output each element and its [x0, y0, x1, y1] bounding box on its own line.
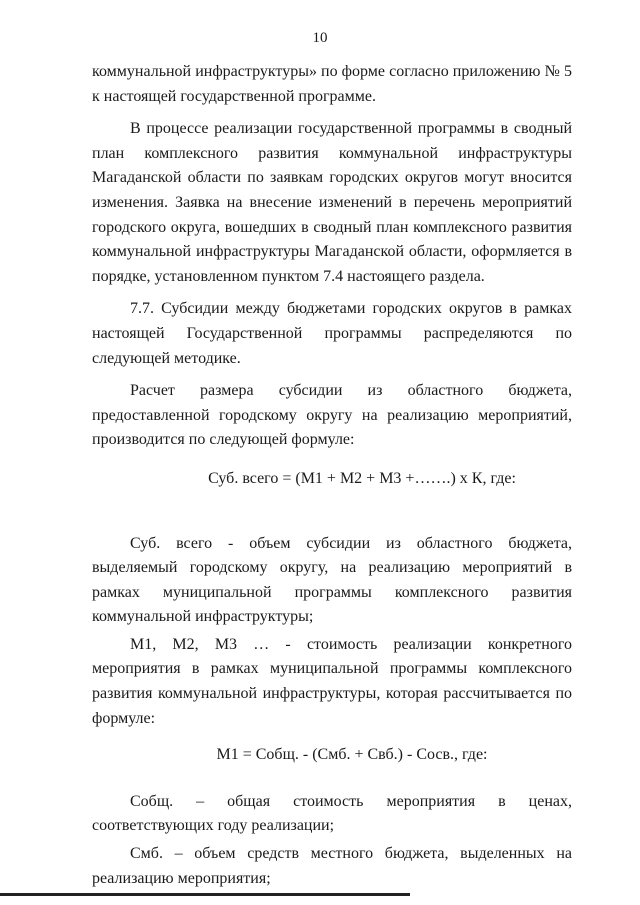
bottom-rule [0, 893, 410, 896]
document-body [92, 60, 572, 891]
definition-total-cost: Собщ. – общая стоимость мероприятия в ценах, соответствующих году реализации; [92, 792, 572, 835]
definition-measure-cost: М1, М2, М3 … - стоимость реализации конкретного мероприятия в рамках муниципальной программы комплексного развития коммунальной инфраструктуры, которая рассчитывается по формуле: [92, 635, 572, 727]
paragraph-plan-changes: В процессе реализации государственной программы в сводный план комплексного развития коммунальной инфраструктуры Магаданской области по заявкам городских округов могут вносится изменения. Заявка на внесение изменений в перечень мероприятий городского округа, вошедших в сводный план комплексного развития коммунальной инфраструктуры Магаданской области, оформляется в порядке, установленном пунктом 7.4 настоящего раздела. [92, 120, 572, 285]
paragraph-continuation: коммунальной инфраструктуры» по форме согласно приложению № 5 к настоящей государственной программе. [92, 63, 572, 105]
paragraph-subsidy-distribution: 7.7. Субсидии между бюджетами городских округов в рамках настоящей Государственной программы распределяются по следующей методике. [92, 300, 572, 367]
definition-local-budget: Смб. – объем средств местного бюджета, выделенных на реализацию мероприятия; [92, 845, 572, 887]
definition-total-subsidy: Суб. всего - объем субсидии из областного бюджета, выделяемый городскому округу, на реализацию мероприятий в рамках муниципальной программы комплексного развития коммунальной инфраструктуры; [92, 534, 572, 626]
formula-total-subsidy: Суб. всего = (М1 + М2 + М3 +…….) х К, где: [208, 469, 516, 487]
page-number: 10 [312, 30, 328, 46]
formula-measure-cost: М1 = Собщ. - (Смб. + Свб.) - Сосв., где: [216, 746, 488, 764]
paragraph-subsidy-calculation: Расчет размера субсидии из областного бюджета, предоставленной городскому округу на реализацию мероприятий, производится по следующей формуле: [92, 382, 572, 449]
